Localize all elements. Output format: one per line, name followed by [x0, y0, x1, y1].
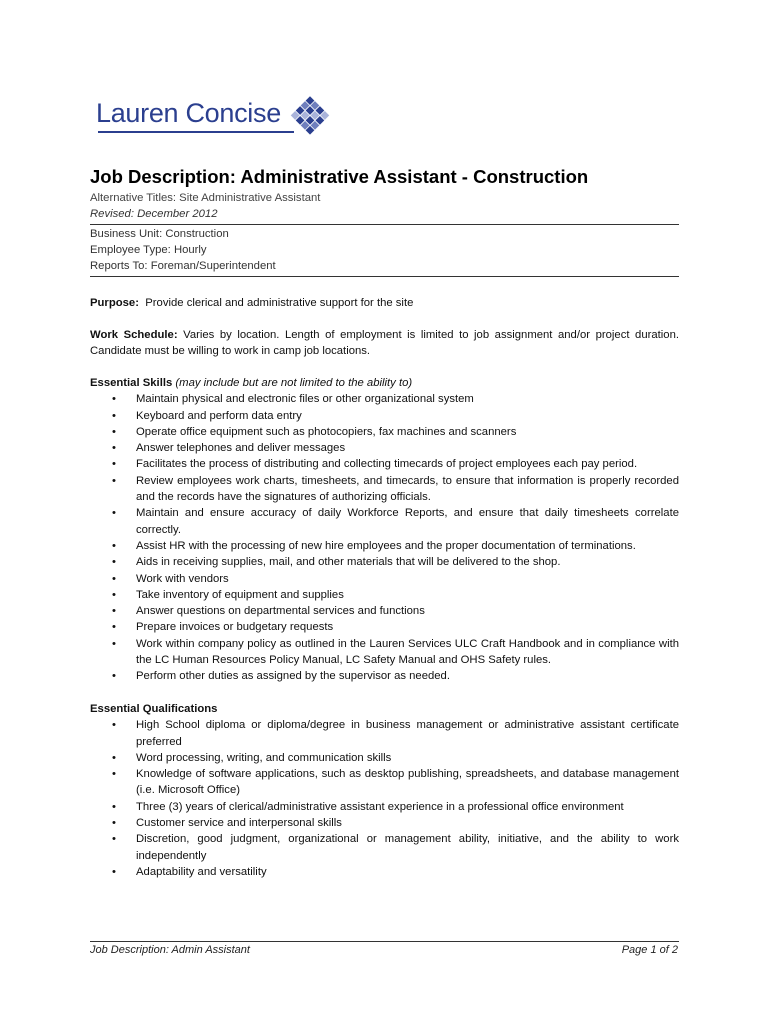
bullet-icon: • — [112, 621, 116, 634]
essential-qualifications-section — [90, 701, 679, 880]
work-schedule-label: Work Schedule: — [90, 329, 178, 341]
qualification-item-text: Three (3) years of clerical/administrative assistant experience in a professional office environment — [136, 800, 624, 813]
bullet-icon: • — [112, 670, 116, 683]
qualification-item-text: High School diploma or diploma/degree in business management or administrative assistant certificate preferred — [136, 719, 679, 748]
skill-item-text: Perform other duties as assigned by the supervisor as needed. — [136, 670, 450, 683]
qualification-item — [90, 799, 679, 815]
bullet-icon: • — [112, 393, 116, 406]
purpose-text: Provide clerical and administrative support for the site — [145, 297, 414, 309]
skill-item-text: Assist HR with the processing of new hire employees and the proper documentation of terminations. — [136, 539, 636, 552]
essential-qualifications-list — [90, 717, 679, 880]
employee-type: Employee Type: Hourly — [90, 244, 207, 256]
skill-item-text: Facilitates the process of distributing and collecting timecards of project employees each pay period. — [136, 458, 638, 471]
bullet-icon: • — [112, 425, 116, 438]
qualification-item — [90, 750, 679, 766]
footer-divider — [90, 941, 679, 942]
diamond-grid-icon — [288, 94, 332, 138]
bullet-icon: • — [112, 865, 116, 878]
footer-document-name: Job Description: Admin Assistant — [90, 944, 250, 956]
qualification-item-text: Word processing, writing, and communication skills — [136, 751, 392, 764]
bullet-icon: • — [112, 768, 116, 781]
essential-skills-heading: Essential Skills — [90, 377, 173, 389]
skill-item — [90, 619, 679, 635]
skill-item — [90, 456, 679, 472]
divider-top — [90, 224, 679, 225]
qualification-item-text: Customer service and interpersonal skills — [136, 817, 342, 830]
reports-to: Reports To: Foreman/Superintendent — [90, 260, 276, 272]
qualification-item-text: Adaptability and versatility — [136, 865, 267, 878]
skill-item — [90, 554, 679, 570]
skill-item-text: Work with vendors — [136, 572, 229, 585]
company-logo — [96, 94, 346, 140]
skill-item — [90, 473, 679, 506]
bullet-icon: • — [112, 409, 116, 422]
bullet-icon: • — [112, 751, 116, 764]
skill-item — [90, 538, 679, 554]
skill-item — [90, 603, 679, 619]
essential-qualifications-heading: Essential Qualifications — [90, 703, 218, 715]
purpose-section — [90, 295, 679, 311]
skill-item-text: Maintain and ensure accuracy of daily Workforce Reports, and ensure that daily timesheets correlate correctly. — [136, 507, 679, 536]
skill-item-text: Aids in receiving supplies, mail, and other materials that will be delivered to the shop. — [136, 556, 561, 569]
purpose-label: Purpose: — [90, 297, 139, 309]
skill-item — [90, 505, 679, 538]
work-schedule-text: Varies by location. Length of employment is limited to job assignment and/or project duration. Candidate must be willing to work in camp job locations. — [90, 329, 679, 358]
skill-item — [90, 408, 679, 424]
business-unit: Business Unit: Construction — [90, 228, 229, 240]
skill-item-text: Answer telephones and deliver messages — [136, 442, 346, 455]
qualification-item — [90, 815, 679, 831]
skill-item — [90, 587, 679, 603]
skill-item-text: Work within company policy as outlined in the Lauren Services ULC Craft Handbook and in compliance with the LC Human Resources Policy Manual, LC Safety Manual and OHS Safety rules. — [136, 637, 679, 667]
bullet-icon: • — [112, 833, 116, 846]
skill-item — [90, 668, 679, 684]
skill-item-text: Review employees work charts, timesheets, and timecards, to ensure that information is properly recorded and the records have the signatures of authorizing officials. — [136, 474, 679, 504]
bullet-icon: • — [112, 474, 116, 487]
bullet-icon: • — [112, 605, 116, 618]
alternative-titles: Alternative Titles: Site Administrative Assistant — [90, 192, 321, 204]
bullet-icon: • — [112, 719, 116, 732]
skill-item — [90, 391, 679, 407]
logo-underline — [98, 131, 294, 133]
skill-item-text: Operate office equipment such as photocopiers, fax machines and scanners — [136, 425, 517, 438]
footer-page-number: Page 1 of 2 — [621, 944, 678, 956]
skill-item-text: Keyboard and perform data entry — [136, 409, 302, 422]
bullet-icon: • — [112, 800, 116, 813]
skill-item — [90, 440, 679, 456]
qualification-item — [90, 864, 679, 880]
skill-item — [90, 571, 679, 587]
bullet-icon: • — [112, 637, 116, 650]
qualification-item — [90, 766, 679, 799]
essential-skills-note: (may include but are not limited to the ability to) — [175, 377, 413, 389]
bullet-icon: • — [112, 556, 116, 569]
qualification-item — [90, 717, 679, 750]
essential-skills-section — [90, 375, 679, 685]
essential-skills-list — [90, 391, 679, 684]
skill-item-text: Answer questions on departmental services and functions — [136, 605, 425, 618]
bullet-icon: • — [112, 458, 116, 471]
bullet-icon: • — [112, 817, 116, 830]
bullet-icon: • — [112, 539, 116, 552]
divider-bottom — [90, 276, 679, 277]
bullet-icon: • — [112, 588, 116, 601]
bullet-icon: • — [112, 572, 116, 585]
qualification-item-text: Knowledge of software applications, such as desktop publishing, spreadsheets, and database management (i.e. Microsoft Office) — [136, 768, 679, 797]
qualification-item-text: Discretion, good judgment, organizational or management ability, initiative, and the ability to work independently — [136, 833, 679, 862]
qualification-item — [90, 831, 679, 864]
bullet-icon: • — [112, 442, 116, 455]
document-title: Job Description: Administrative Assistant - Construction — [90, 166, 589, 187]
work-schedule-section — [90, 327, 679, 360]
skill-item-text: Prepare invoices or budgetary requests — [136, 621, 334, 634]
skill-item — [90, 424, 679, 440]
job-meta — [90, 226, 276, 274]
revised-date: Revised: December 2012 — [90, 208, 218, 220]
skill-item-text: Maintain physical and electronic files or other organizational system — [136, 393, 474, 406]
bullet-icon: • — [112, 507, 116, 520]
skill-item-text: Take inventory of equipment and supplies — [136, 588, 344, 601]
skill-item — [90, 636, 679, 669]
logo-wordmark: Lauren Concise — [96, 98, 281, 128]
